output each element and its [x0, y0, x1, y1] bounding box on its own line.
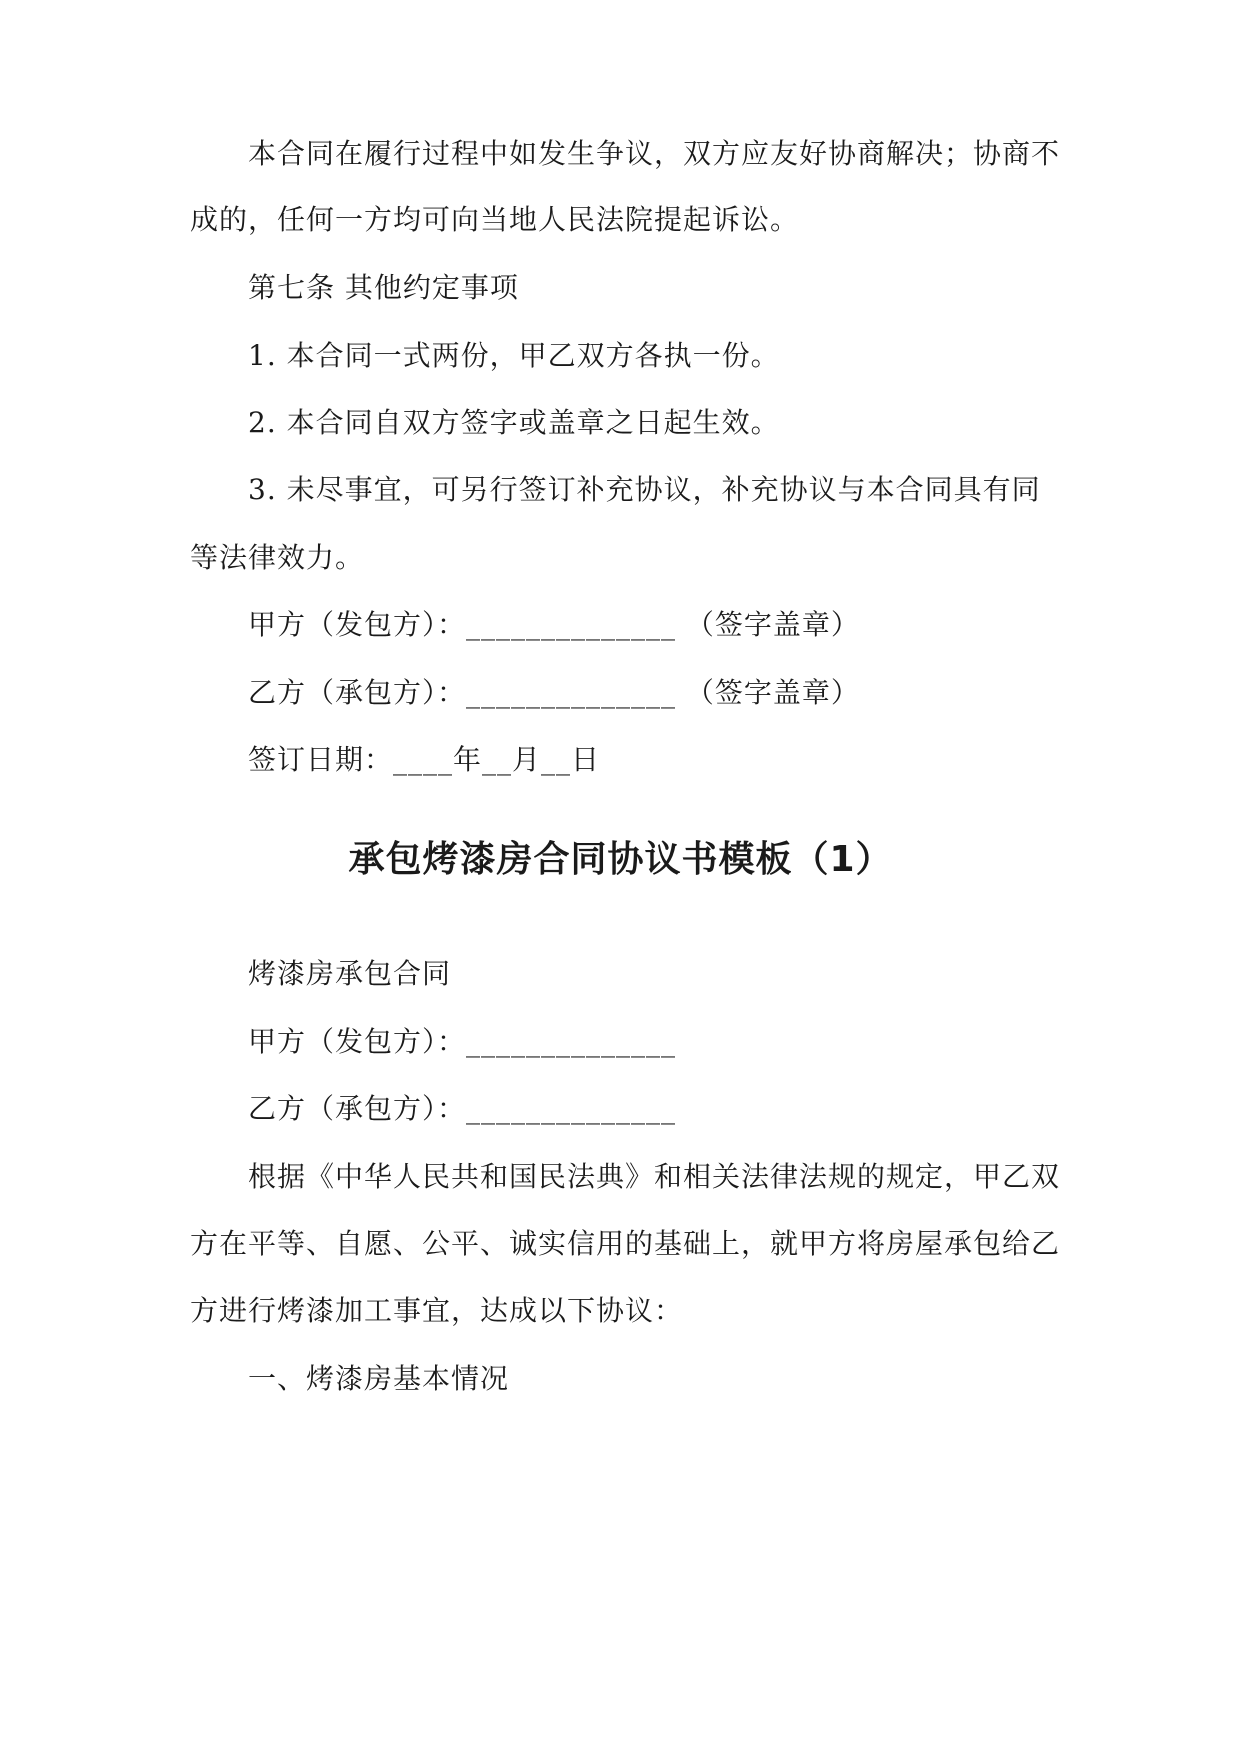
article-7-item-2: 2. 本合同自双方签字或盖章之日起生效。 — [248, 406, 780, 439]
basis-paragraph-line-1: 根据《中华人民共和国民法典》和相关法律法规的规定，甲乙双 — [248, 1160, 1061, 1193]
signing-date-line: 签订日期：____年__月__日 — [248, 743, 601, 776]
party-b-line: 乙方（承包方）：______________ — [248, 1092, 677, 1125]
article-7-heading: 第七条 其他约定事项 — [248, 271, 519, 304]
dispute-paragraph-line-1: 本合同在履行过程中如发生争议，双方应友好协商解决；协商不 — [248, 137, 1061, 170]
party-b-signature-line: 乙方（承包方）：______________ （签字盖章） — [248, 676, 860, 709]
document-title: 承包烤漆房合同协议书模板（1） — [348, 839, 893, 880]
article-7-item-3-line-2: 等法律效力。 — [190, 541, 365, 574]
article-7-item-1: 1. 本合同一式两份，甲乙双方各执一份。 — [248, 339, 780, 372]
section-1-heading: 一、烤漆房基本情况 — [248, 1362, 510, 1395]
basis-paragraph-line-3: 方进行烤漆加工事宜，达成以下协议： — [190, 1294, 684, 1327]
article-7-item-3-line-1: 3. 未尽事宜，可另行签订补充协议，补充协议与本合同具有同 — [248, 473, 1041, 506]
contract-name: 烤漆房承包合同 — [248, 957, 452, 990]
party-a-line: 甲方（发包方）：______________ — [248, 1025, 677, 1058]
basis-paragraph-line-2: 方在平等、自愿、公平、诚实信用的基础上，就甲方将房屋承包给乙 — [190, 1227, 1061, 1260]
party-a-signature-line: 甲方（发包方）：______________ （签字盖章） — [248, 608, 860, 641]
dispute-paragraph-line-2: 成的，任何一方均可向当地人民法院提起诉讼。 — [190, 203, 800, 236]
